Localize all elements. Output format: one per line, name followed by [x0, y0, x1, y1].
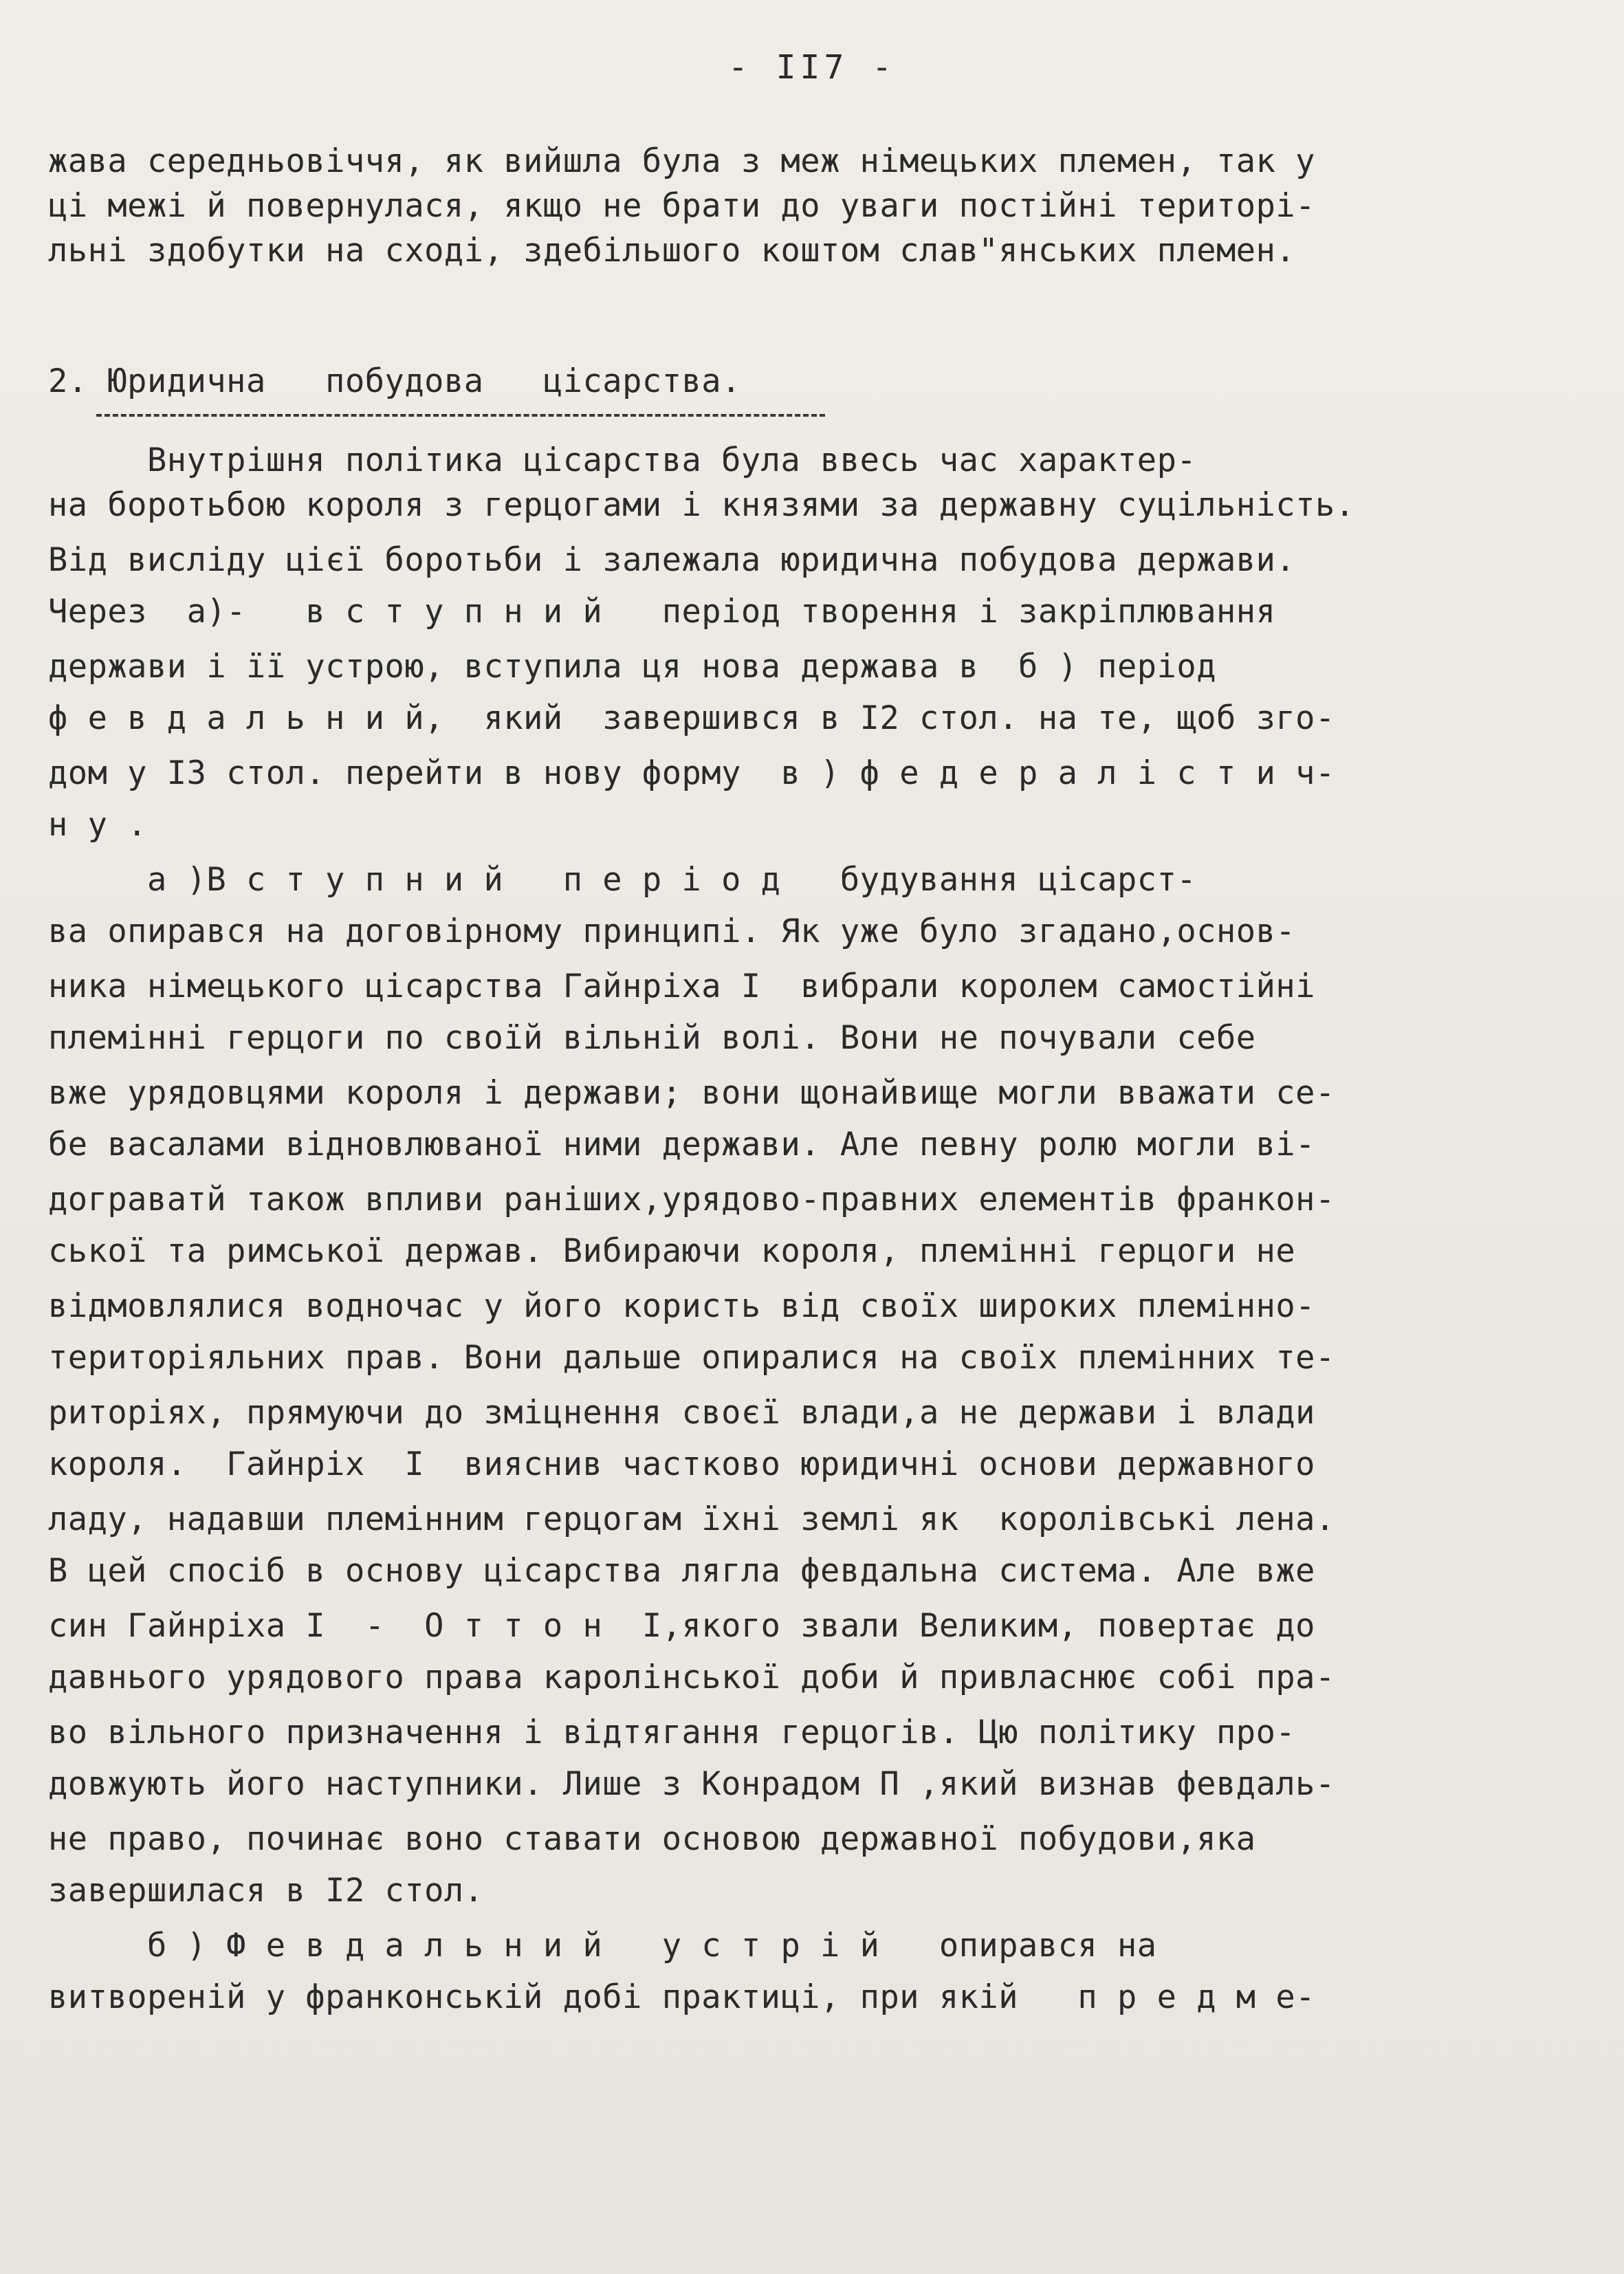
body-line-26: довжують його наступники. Лише з Конрадом П ,який визнав февдаль-: [48, 1765, 1335, 1803]
body-line-14: бе васалами відновлюваної ними держави. Але певну ролю могли ві-: [48, 1126, 1315, 1163]
body-line-11: ника німецького цісарства Гайнріха I вибрали королем самостійні: [48, 967, 1315, 1005]
intro-line-1: жава середньовіччя, як вийшла була з меж німецьких племен, так у: [48, 142, 1315, 180]
body-line-28: завершилася в I2 стол.: [48, 1872, 484, 1910]
body-line-30: витвореній у франконській добі практиці, при якій п р е д м е-: [48, 1978, 1315, 2016]
intro-line-3: льні здобутки на сході, здебільшого коштом слав"янських племен.: [48, 232, 1296, 270]
body-line-1: Внутрішня політика цісарства була ввесь час характер-: [48, 441, 1197, 479]
body-line-10: ва опирався на договірному принципі. Як уже було згадано,основ-: [48, 912, 1296, 950]
section-heading: 2. Юридична побудова цісарства.: [48, 362, 741, 400]
intro-line-2: ці межі й повернулася, якщо не брати до уваги постійні територі-: [48, 187, 1315, 225]
body-line-5: держави і її устрою, вступила ця нова держава в б ) період: [48, 648, 1216, 686]
body-line-23: син Гайнріха I - О т т о н I,якого звали Великим, повертає до: [48, 1607, 1315, 1645]
body-line-8: н у .: [48, 806, 147, 844]
body-line-17: відмовлялися водночас у його користь від своїх широких племінно-: [48, 1287, 1315, 1325]
body-line-3: Від висліду цієї боротьби і залежала юридична побудова держави.: [48, 541, 1296, 579]
body-line-25: во вільного призначення і відтягання герцогів. Цю політику про-: [48, 1714, 1296, 1751]
body-line-16: ської та римської держав. Вибираючи короля, племінні герцоги не: [48, 1232, 1296, 1270]
body-line-20: короля. Гайнріх I вияснив частково юридичні основи державного: [48, 1445, 1315, 1483]
body-line-4: Через а)- в с т у п н и й період творення і закріплювання: [48, 593, 1276, 631]
page-number: - II7 -: [727, 48, 897, 87]
heading-underline: [96, 414, 825, 417]
body-line-9: а )В с т у п н и й п е р і о д будування цісарст-: [48, 861, 1197, 899]
body-line-6: ф е в д а л ь н и й, який завершився в I2 стол. на те, щоб зго-: [48, 699, 1335, 737]
body-line-24: давнього урядового права каролінської доби й привласнює собі пра-: [48, 1659, 1335, 1696]
body-line-15: дограватй також впливи раніших,урядово-правних елементів франкон-: [48, 1181, 1335, 1218]
body-line-27: не право, починає воно ставати основою державної побудови,яка: [48, 1820, 1256, 1858]
body-line-2: на боротьбою короля з герцогами і князями за державну суцільність.: [48, 486, 1355, 524]
body-line-29: б ) Ф е в д а л ь н и й у с т р і й опирався на: [48, 1927, 1157, 1965]
body-line-19: риторіях, прямуючи до зміцнення своєї влади,а не держави і влади: [48, 1394, 1315, 1432]
body-line-13: вже урядовцями короля і держави; вони щонайвище могли вважати се-: [48, 1074, 1335, 1112]
body-line-18: територіяльних прав. Вони дальше опиралися на своїх племінних те-: [48, 1339, 1335, 1377]
body-line-22: В цей спосіб в основу цісарства лягла февдальна система. Але вже: [48, 1552, 1315, 1590]
body-line-7: дом у I3 стол. перейти в нову форму в ) ф е д е р а л і с т и ч-: [48, 754, 1335, 792]
body-line-12: племінні герцоги по своїй вільній волі. Вони не почували себе: [48, 1019, 1256, 1057]
body-line-21: ладу, надавши племінним герцогам їхні землі як королівські лена.: [48, 1500, 1335, 1538]
